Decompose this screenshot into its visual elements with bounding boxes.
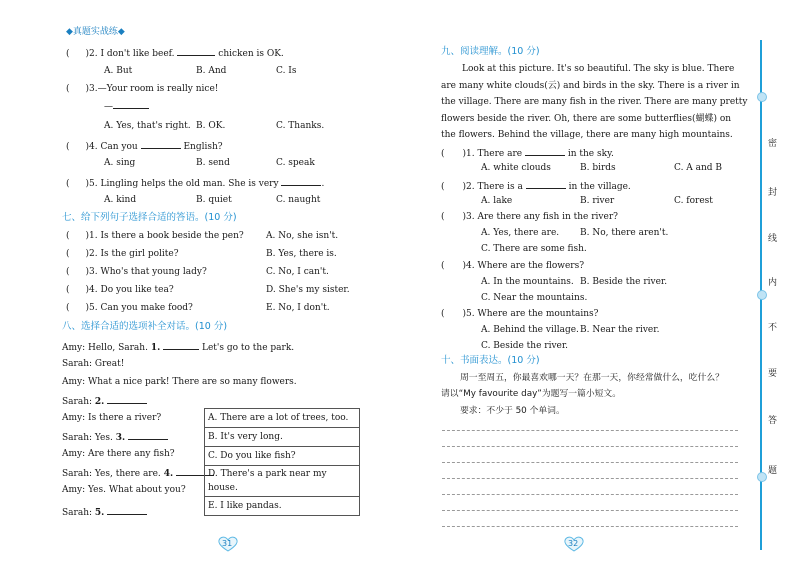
option-cell: B. It's very long. (205, 428, 360, 447)
option: C. Is (276, 66, 297, 76)
option: C. naught (276, 195, 321, 205)
option: B. And (196, 66, 227, 76)
blank[interactable] (128, 430, 168, 440)
blank[interactable] (525, 146, 565, 156)
option: C. speak (276, 158, 315, 168)
binding-hole-icon (757, 290, 767, 300)
option: C. A and B (674, 163, 723, 173)
option: B. Near the river. (580, 325, 660, 335)
q3-reply: — (104, 99, 149, 113)
option: C. Beside the river. (481, 341, 569, 351)
blank[interactable] (113, 99, 149, 109)
option: B. birds (580, 163, 616, 173)
option: B. send (196, 158, 230, 168)
option-cell: A. There are a lot of trees, too. (205, 409, 360, 428)
options-box (204, 408, 360, 516)
seal-char: 封 (768, 188, 778, 198)
blank[interactable] (107, 505, 147, 515)
option: A. lake (481, 196, 513, 206)
section-8-title: 八、选择合适的选项补全对话。(10 分) (62, 321, 228, 332)
section-badge: ◆真题实战练◆ (66, 27, 125, 37)
binding-hole-icon (757, 472, 767, 482)
blank[interactable] (177, 46, 215, 56)
seal-char: 答 (768, 416, 778, 426)
binding-hole-icon (757, 92, 767, 102)
option: A. kind (104, 195, 137, 205)
page-number: 31 (222, 539, 233, 548)
writing-prompt: 请以“My favourite day”为题写一篇小短文。 (441, 389, 622, 399)
writing-requirement: 要求：不少于 50 个单词。 (460, 406, 565, 416)
option-cell: E. I like pandas. (205, 497, 360, 516)
answer-option: C. No, I can't. (266, 267, 329, 277)
option: B. river (580, 196, 615, 206)
blank[interactable] (141, 139, 181, 149)
writing-prompt: 周一至周五，你最喜欢哪一天？在那一天，你经常做什么，吃什么？ (460, 373, 724, 383)
option: A. white clouds (481, 163, 551, 173)
blank[interactable] (526, 179, 566, 189)
option: C. Near the mountains. (481, 293, 588, 303)
page-number: 32 (568, 539, 579, 548)
blank[interactable] (107, 394, 147, 404)
option: A. Yes, that's right. (104, 121, 191, 131)
seal-char: 不 (768, 323, 778, 333)
seal-char: 要 (768, 369, 778, 379)
section-9-title: 九、阅读理解。(10 分) (441, 46, 540, 57)
q4-line: ( )4. Can you English? (66, 139, 223, 153)
option: A. Yes, there are. (481, 228, 560, 238)
option: A. sing (104, 158, 136, 168)
answer-option: A. No, she isn't. (266, 231, 339, 241)
section-7-title: 七、给下列句子选择合适的答语。(10 分) (62, 212, 237, 223)
blank[interactable] (163, 340, 199, 350)
seal-char: 内 (768, 278, 778, 288)
answer-option: B. Yes, there is. (266, 249, 337, 259)
option: A. Behind the village. (481, 325, 579, 335)
answer-option: E. No, I don't. (266, 303, 330, 313)
option: A. But (104, 66, 133, 76)
option: B. No, there aren't. (580, 228, 669, 238)
option-cell: D. There's a park near my house. (205, 466, 360, 497)
option-cell: C. Do you like fish? (205, 447, 360, 466)
option: C. forest (674, 196, 713, 206)
seal-char: 题 (768, 466, 778, 476)
blank[interactable] (281, 176, 321, 186)
answer-option: D. She's my sister. (266, 285, 350, 295)
option: B. quiet (196, 195, 232, 205)
option: B. OK. (196, 121, 226, 131)
option: C. Thanks. (276, 121, 325, 131)
section-10-title: 十、书面表达。(10 分) (441, 355, 540, 366)
option: B. Beside the river. (580, 277, 668, 287)
option: C. There are some fish. (481, 244, 587, 254)
q5-line: ( )5. Lingling helps the old man. She is very . (66, 176, 324, 190)
q2-line: ( )2. I don't like beef. chicken is OK. (66, 46, 284, 60)
q3-line: ( )3.—Your room is really nice! (66, 84, 219, 94)
seal-char: 密 (768, 139, 778, 149)
option: A. In the mountains. (481, 277, 574, 287)
seal-char: 线 (768, 234, 778, 244)
